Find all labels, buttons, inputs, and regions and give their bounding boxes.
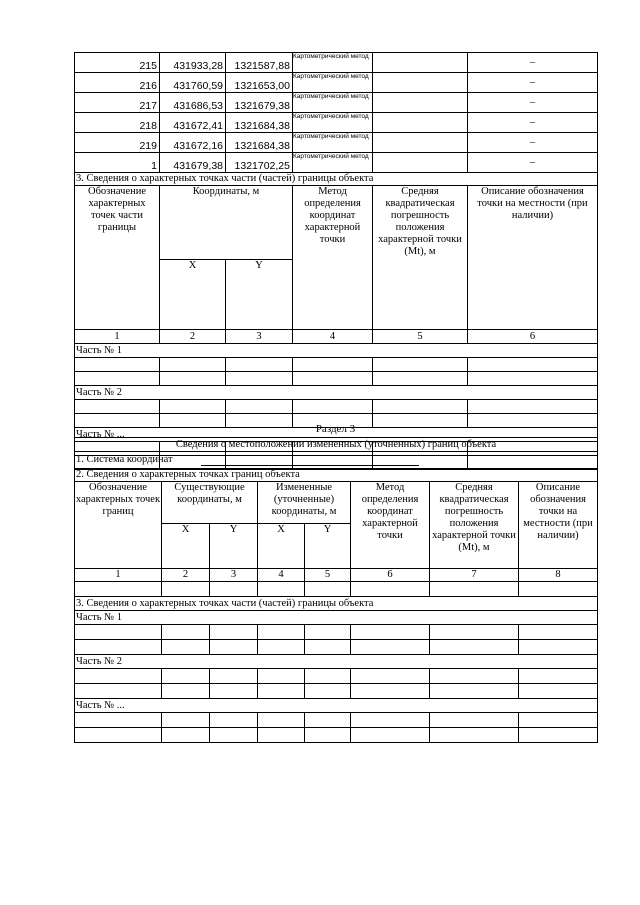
table-cell[interactable] [519, 669, 598, 684]
table-cell[interactable] [519, 582, 598, 597]
table-cell[interactable] [162, 582, 210, 597]
point-description: – [468, 53, 598, 73]
column-number: 6 [468, 330, 598, 344]
table-cell[interactable] [162, 625, 210, 640]
table-cell[interactable] [210, 728, 258, 743]
point-description: – [468, 113, 598, 133]
point-x: 431933,28 [160, 53, 226, 73]
razdel-title: Раздел 3 [315, 423, 356, 435]
table-cell[interactable] [430, 728, 519, 743]
column-number: 3 [226, 330, 293, 344]
point-y: 1321684,38 [226, 133, 293, 153]
table-cell[interactable] [75, 669, 162, 684]
table-cell[interactable] [305, 640, 351, 655]
table-cell[interactable] [293, 372, 373, 386]
table-cell[interactable] [468, 358, 598, 372]
point-row [75, 93, 598, 113]
r3-header-existing-y: Y [210, 524, 258, 569]
table-cell[interactable] [519, 640, 598, 655]
point-row [75, 133, 598, 153]
table-cell[interactable] [305, 625, 351, 640]
point-description: – [468, 153, 598, 173]
table-row [75, 358, 598, 372]
table-cell[interactable] [75, 728, 162, 743]
r3-header-method: Метод определения координат характерной точки [351, 482, 430, 569]
table-cell[interactable] [519, 625, 598, 640]
part-label: Часть № 2 [75, 386, 598, 400]
r3-header-description: Описание обозначения точки на местности (при наличии) [519, 482, 598, 569]
header-method: Метод определения координат характерной точки [293, 186, 373, 330]
table-row [75, 400, 598, 414]
column-number: 2 [162, 569, 210, 582]
point-x: 431679,38 [160, 153, 226, 173]
column-number: 8 [519, 569, 598, 582]
header-description: Описание обозначения точки на местности (при наличии) [468, 186, 598, 330]
razdel-subtitle: Сведения о местоположении измененных (уточненных) границ объекта [75, 438, 598, 452]
table-cell[interactable] [468, 372, 598, 386]
column-number: 5 [305, 569, 351, 582]
column-number: 1 [75, 330, 160, 344]
table-cell[interactable] [162, 640, 210, 655]
column-number: 7 [430, 569, 519, 582]
header-designation: Обозначение характерных точек части границы [75, 186, 160, 330]
point-row [75, 153, 598, 173]
r3-parts-title: 3. Сведения о характерных точках части (частей) границы объекта [75, 597, 598, 611]
table-cell[interactable] [430, 625, 519, 640]
table-cell[interactable] [373, 358, 468, 372]
point-description: – [468, 73, 598, 93]
table-cell[interactable] [162, 728, 210, 743]
point-description: – [468, 133, 598, 153]
table-cell[interactable] [373, 372, 468, 386]
part-label: Часть № 2 [75, 655, 598, 669]
table-cell[interactable] [162, 684, 210, 699]
table-cell[interactable] [430, 669, 519, 684]
part-label: Часть № ... [75, 699, 598, 713]
point-method: Картометрический метод [293, 133, 373, 153]
point-method: Картометрический метод [293, 73, 373, 93]
point-row [75, 113, 598, 133]
header-y: Y [226, 260, 293, 330]
table-cell[interactable] [293, 358, 373, 372]
r3-header-error: Средняя квадратическая погрешность положения характерной точки (Mt), м [430, 482, 519, 569]
section-3-title: 3. Сведения о характерных точках части (частей) границы объекта [75, 173, 598, 186]
point-method: Картометрический метод [293, 53, 373, 73]
point-y: 1321653,00 [226, 73, 293, 93]
point-y: 1321587,88 [226, 53, 293, 73]
table-cell[interactable] [226, 372, 293, 386]
point-method: Картометрический метод [293, 113, 373, 133]
table-cell[interactable] [468, 400, 598, 414]
point-error [373, 53, 468, 73]
part-header-row [75, 655, 598, 669]
part-label: Часть № 1 [75, 344, 598, 358]
table-cell[interactable] [293, 400, 373, 414]
r3-header-designation: Обозначение характерных точек границ [75, 482, 162, 569]
point-number: 216 [75, 73, 160, 93]
point-number: 219 [75, 133, 160, 153]
point-y: 1321702,25 [226, 153, 293, 173]
table-row [75, 713, 598, 728]
table-cell[interactable] [351, 640, 430, 655]
point-error [373, 133, 468, 153]
point-row [75, 53, 598, 73]
column-number: 3 [210, 569, 258, 582]
table-cell[interactable] [430, 684, 519, 699]
part-label: Часть № ... [75, 428, 598, 442]
coordinate-system-row [75, 452, 598, 469]
part-header-row [75, 611, 598, 625]
table-cell[interactable] [351, 684, 430, 699]
point-method: Картометрический метод [293, 93, 373, 113]
table-cell[interactable] [210, 669, 258, 684]
razdel-3-table [74, 437, 598, 743]
table-cell[interactable] [75, 713, 162, 728]
part-label: Часть № 1 [75, 611, 598, 625]
table-cell[interactable] [351, 625, 430, 640]
table-cell[interactable] [519, 684, 598, 699]
table-cell[interactable] [160, 400, 226, 414]
table-cell[interactable] [351, 713, 430, 728]
point-x: 431672,16 [160, 133, 226, 153]
r3-header-changed-x: X [258, 524, 305, 569]
table-cell[interactable] [519, 728, 598, 743]
table-cell[interactable] [210, 684, 258, 699]
point-x: 431672,41 [160, 113, 226, 133]
r3-header-changed-y: Y [305, 524, 351, 569]
table-cell[interactable] [519, 713, 598, 728]
table-row [75, 372, 598, 386]
table-cell[interactable] [305, 684, 351, 699]
table-cell[interactable] [160, 358, 226, 372]
table-cell[interactable] [305, 582, 351, 597]
part-header-row [75, 699, 598, 713]
table-cell[interactable] [162, 669, 210, 684]
table-cell[interactable] [75, 640, 162, 655]
point-error [373, 93, 468, 113]
point-x: 431686,53 [160, 93, 226, 113]
coordinate-system-field[interactable] [201, 456, 419, 466]
column-number: 5 [373, 330, 468, 344]
table-row [75, 684, 598, 699]
table-cell[interactable] [305, 669, 351, 684]
r3-header-existing: Существующие координаты, м [162, 482, 258, 524]
table-cell[interactable] [258, 625, 305, 640]
table-row [75, 640, 598, 655]
point-number: 218 [75, 113, 160, 133]
column-number: 6 [351, 569, 430, 582]
table-cell[interactable] [75, 400, 160, 414]
point-number: 217 [75, 93, 160, 113]
coordinate-system-label: 1. Система координат [76, 454, 173, 465]
table-cell[interactable] [160, 372, 226, 386]
table-cell[interactable] [75, 625, 162, 640]
table-cell[interactable] [305, 728, 351, 743]
point-error [373, 73, 468, 93]
table-cell[interactable] [75, 684, 162, 699]
table-cell[interactable] [210, 625, 258, 640]
column-number: 1 [75, 569, 162, 582]
table-cell[interactable] [351, 582, 430, 597]
points-table [74, 52, 598, 470]
header-coordinates: Координаты, м [160, 186, 293, 260]
point-y: 1321684,38 [226, 113, 293, 133]
table-cell[interactable] [351, 669, 430, 684]
r3-header-changed: Измененные (уточненные) координаты, м [258, 482, 351, 524]
table-row [75, 728, 598, 743]
table-cell[interactable] [351, 728, 430, 743]
table-cell[interactable] [430, 582, 519, 597]
table-cell[interactable] [75, 358, 160, 372]
point-number: 1 [75, 153, 160, 173]
table-cell[interactable] [226, 358, 293, 372]
header-error: Средняя квадратическая погрешность положения характерной точки (Mt), м [373, 186, 468, 330]
table-cell[interactable] [210, 713, 258, 728]
table-cell[interactable] [258, 669, 305, 684]
table-cell[interactable] [210, 640, 258, 655]
table-cell[interactable] [430, 713, 519, 728]
point-error [373, 113, 468, 133]
column-number: 2 [160, 330, 226, 344]
table-cell[interactable] [75, 372, 160, 386]
point-number: 215 [75, 53, 160, 73]
table-cell[interactable] [226, 400, 293, 414]
table-row [75, 625, 598, 640]
table-cell[interactable] [258, 640, 305, 655]
point-y: 1321679,38 [226, 93, 293, 113]
point-error [373, 153, 468, 173]
table-cell[interactable] [210, 582, 258, 597]
part-header-row [75, 386, 598, 400]
table-cell[interactable] [430, 640, 519, 655]
table-cell[interactable] [162, 713, 210, 728]
table-cell[interactable] [258, 713, 305, 728]
r3-header-existing-x: X [162, 524, 210, 569]
table-cell[interactable] [75, 582, 162, 597]
header-x: X [160, 260, 226, 330]
point-method: Картометрический метод [293, 153, 373, 173]
column-number: 4 [258, 569, 305, 582]
table-cell[interactable] [373, 400, 468, 414]
part-header-row [75, 344, 598, 358]
point-row [75, 73, 598, 93]
table-cell[interactable] [258, 728, 305, 743]
column-number: 4 [293, 330, 373, 344]
table-cell[interactable] [305, 713, 351, 728]
table-cell[interactable] [258, 582, 305, 597]
points-section-title: 2. Сведения о характерных точках границ объекта [75, 469, 598, 482]
table-row [75, 669, 598, 684]
point-description: – [468, 93, 598, 113]
table-cell[interactable] [258, 684, 305, 699]
point-x: 431760,59 [160, 73, 226, 93]
